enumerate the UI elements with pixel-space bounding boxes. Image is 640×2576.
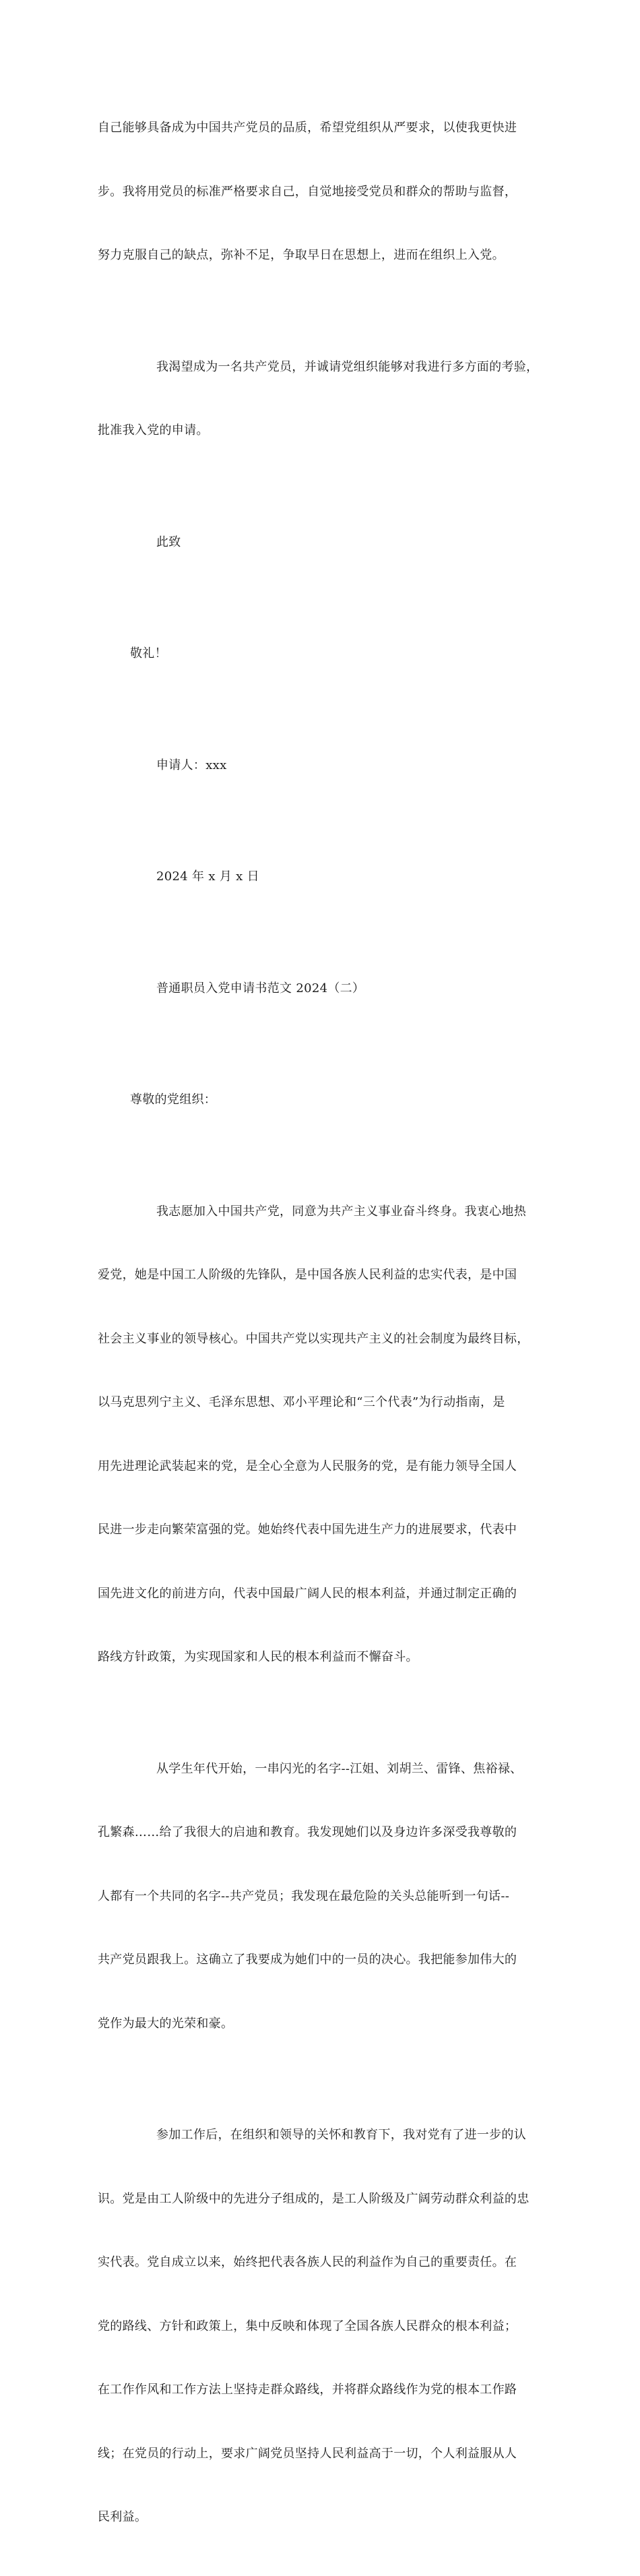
paragraph-inspiration <box>98 1716 550 2077</box>
paragraph-continuation <box>98 75 550 309</box>
text-line: 线；在党员的行动上，要求广阔党员坚持人民利益高于一切，个人利益服从人 <box>98 2446 517 2461</box>
text-line: 路线方针政策，为实现国家和人民的根本利益而不懈奋斗。 <box>98 1650 418 1664</box>
text-line: 识。党是由工人阶级中的先进分子组成的，是工人阶级及广阔劳动群众利益的忠 <box>98 2191 530 2206</box>
heading-text: 普通职员入党申请书范文 2024（二） <box>156 981 365 995</box>
date-line <box>98 824 550 930</box>
text-line: 孔繁森……给了我很大的启迪和教育。我发现她们以及身边许多深受我尊敬的 <box>98 1825 517 1839</box>
section-heading <box>98 936 550 1042</box>
text-line: 民利益。 <box>98 2510 148 2524</box>
text-line: 自己能够具备成为中国共产党员的品质，希望党组织从严要求，以使我更快进 <box>98 121 517 135</box>
salutation-line <box>98 1047 550 1153</box>
text-line: 党作为最大的光荣和豪。 <box>98 2016 234 2031</box>
closing-line <box>98 489 550 596</box>
text-line: 实代表。党自成立以来，始终把代表各族人民的利益作为自己的重要责任。在 <box>98 2255 517 2269</box>
text-line: 我志愿加入中国共产党，同意为共产主义事业奋斗终身。我衷心地热 <box>156 1204 526 1219</box>
date-text: 2024 年 x 月 x 日 <box>156 869 259 884</box>
text-line: 在工作作风和工作方法上坚持走群众路线，并将群众路线作为党的根本工作路 <box>98 2383 517 2397</box>
text-line: 我渴望成为一名共产党员，并诚请党组织能够对我进行多方面的考验， <box>156 359 539 374</box>
text-line: 爱党，她是中国工人阶级的先锋队，是中国各族人民利益的忠实代表，是中国 <box>98 1268 517 1282</box>
closing-text: 此致 <box>156 534 181 549</box>
text-line: 用先进理论武装起来的党，是全心全意为人民服务的党，是有能力领导全国人 <box>98 1459 517 1473</box>
salutation-text: 尊敬的党组织： <box>130 1093 217 1107</box>
text-line: 人都有一个共同的名字--共产党员；我发现在最危险的关头总能听到一句话-- <box>98 1889 510 1903</box>
salute-text: 敬礼！ <box>130 646 167 661</box>
text-line: 努力克服自己的缺点，弥补不足，争取早日在思想上，进而在组织上入党。 <box>98 248 505 262</box>
text-line: 社会主义事业的领导核心。中国共产党以实现共产主义的社会制度为最终目标， <box>98 1331 530 1346</box>
text-line: 从学生年代开始，一串闪光的名字--江姐、刘胡兰、雷锋、焦裕禄、 <box>156 1761 523 1776</box>
text-line: 党的路线、方针和政策上，集中反映和体现了全国各族人民群众的根本利益； <box>98 2319 517 2333</box>
signature-line <box>98 712 550 819</box>
paragraph-understanding <box>98 2082 550 2571</box>
paragraph-pledge <box>98 1159 550 1711</box>
text-line: 民进一步走向繁荣富强的党。她始终代表中国先进生产力的进展要求，代表中 <box>98 1523 517 1537</box>
text-line: 参加工作后，在组织和领导的关怀和教育下，我对党有了进一步的认 <box>156 2128 526 2142</box>
text-line: 步。我将用党员的标准严格要求自己，自觉地接受党员和群众的帮助与监督， <box>98 184 517 199</box>
document-body <box>98 75 550 2576</box>
paragraph-request <box>98 314 550 484</box>
text-line: 以马克思列宁主义、毛泽东思想、邓小平理论和“三个代表”为行动指南，是 <box>98 1395 505 1409</box>
salute-line <box>98 601 550 707</box>
text-line: 共产党员跟我上。这确立了我要成为她们中的一员的决心。我把能参加伟大的 <box>98 1953 517 1967</box>
signature-text: 申请人：xxx <box>156 758 227 772</box>
text-line: 国先进文化的前进方向，代表中国最广阔人民的根本利益，并通过制定正确的 <box>98 1586 517 1601</box>
text-line: 批准我入党的申请。 <box>98 423 209 437</box>
